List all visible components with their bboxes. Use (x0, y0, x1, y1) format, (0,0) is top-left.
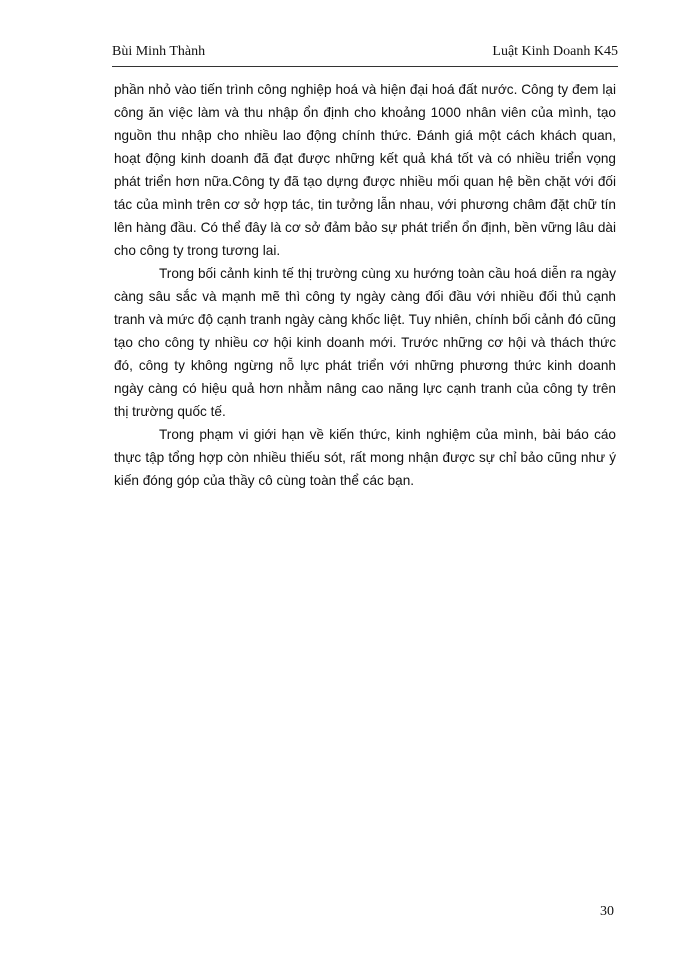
paragraph-closing: Trong phạm vi giới hạn về kiến thức, kinh nghiệm của mình, bài báo cáo thực tập tổng hợp còn nhiều thiếu sót, rất mong nhận được sự chỉ bảo cũng như ý kiến đóng góp của thầy cô cùng toàn thể các bạn. (114, 427, 616, 488)
header-divider (112, 66, 618, 67)
paragraph-continuation: phần nhỏ vào tiến trình công nghiệp hoá và hiện đại hoá đất nước. Công ty đem lại công ăn việc làm và thu nhập ổn định cho khoảng 1000 nhân viên của mình, tạo nguồn thu nhập cho nhiều lao động chính thức. Đánh giá một cách khách quan, hoạt động kinh doanh đã đạt được những kết quả khá tốt và có nhiều triển vọng phát triển hơn nữa.Công ty đã tạo dựng được nhiều mối quan hệ bền chặt với đối tác của mình trên cơ sở hợp tác, tin tưởng lẫn nhau, với phương châm đặt chữ tín lên hàng đầu. Có thể đây là cơ sở đảm bảo sự phát triển ổn định, bền vững lâu dài cho công ty trong tương lai. (114, 82, 616, 258)
header-course: Luật Kinh Doanh K45 (492, 44, 618, 59)
document-body (114, 78, 616, 492)
header-author: Bùi Minh Thành (112, 44, 206, 59)
page-header (112, 42, 618, 62)
paragraph-context: Trong bối cảnh kinh tế thị trường cùng xu hướng toàn cầu hoá diễn ra ngày càng sâu sắc và mạnh mẽ thì công ty ngày càng đối đầu với nhiều đối thủ cạnh tranh và mức độ cạnh tranh ngày càng khốc liệt. Tuy nhiên, chính bối cảnh đó cũng tạo cho công ty nhiều cơ hội kinh doanh mới. Trước những cơ hội và thách thức đó, công ty không ngừng nỗ lực phát triển với những phương thức kinh doanh ngày càng có hiệu quả hơn nhằm nâng cao năng lực cạnh tranh của công ty trên thị trường quốc tế. (114, 266, 616, 419)
page-number: 30 (600, 904, 614, 919)
